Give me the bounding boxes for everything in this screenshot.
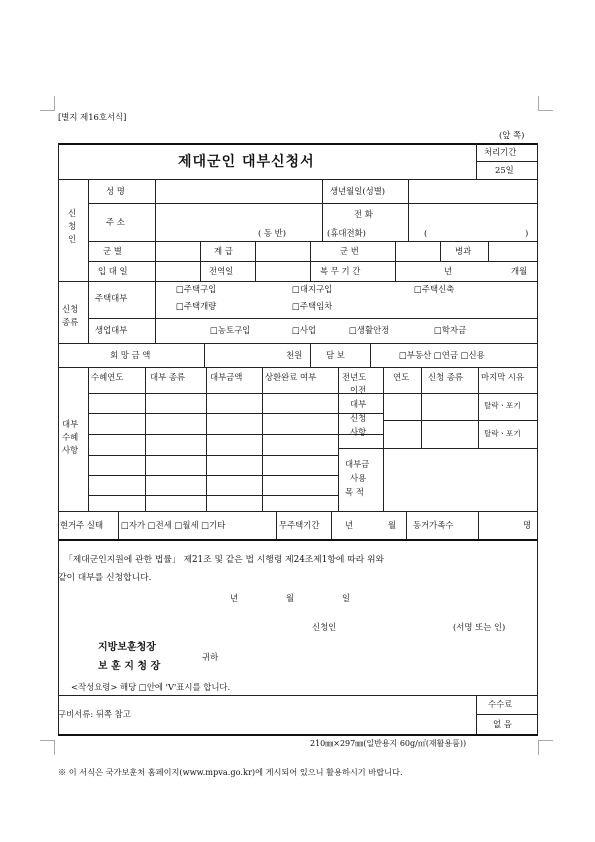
history-right-row-1 <box>383 393 538 394</box>
housing-opt-land[interactable]: □대지구입 <box>292 284 333 294</box>
front-page-label: (앞 쪽) <box>499 130 525 140</box>
row-line-5 <box>58 281 538 282</box>
history-row-5 <box>88 475 338 476</box>
prev-block-1: 이전 <box>350 385 367 395</box>
col-header-year: 수혜연도 <box>91 372 124 382</box>
phone-label: 전 화 <box>354 209 373 219</box>
history-section-3: 사항 <box>62 445 79 455</box>
col-header-amount: 대부금액 <box>210 372 243 382</box>
fee-value: 없 음 <box>493 719 512 729</box>
right-header-year: 연도 <box>393 372 410 382</box>
documents-label: 구비서류: 뒤쪽 참고 <box>58 709 131 719</box>
birth-divider <box>322 179 323 241</box>
enlist-label: 입 대 일 <box>98 266 128 276</box>
history-right-row-2 <box>383 420 538 421</box>
history-bottom-line <box>58 511 538 512</box>
applicant-section-divider <box>88 179 89 281</box>
col-header-prev-year: 전년도 <box>342 372 367 382</box>
loan-section-1: 신청 <box>62 304 79 314</box>
crop-mark-bottom-right <box>538 740 553 755</box>
specialty-divider-a <box>440 241 441 261</box>
amount-divider-b <box>310 343 311 367</box>
collateral-label: 담 보 <box>326 350 345 360</box>
history-right-row-3 <box>338 448 538 449</box>
history-col-6 <box>421 367 422 448</box>
branch-label: 군 별 <box>103 246 122 256</box>
usage-block-2: 사용 <box>350 473 367 483</box>
history-row-3 <box>88 434 383 435</box>
amount-divider-c <box>370 343 371 367</box>
desired-amount-label: 회 망 금 액 <box>110 350 151 360</box>
household-unit-label: 명 <box>523 520 532 530</box>
collateral-options[interactable]: □부동산 □연금 □신용 <box>399 350 485 360</box>
history-col-4 <box>338 367 339 511</box>
history-col-3 <box>262 367 263 511</box>
housing-loan-label: 주택대부 <box>95 293 128 303</box>
loan-label-divider <box>155 281 156 343</box>
prev-block-2: 대부 <box>350 399 367 409</box>
right-header-reason: 마지막 시유 <box>481 372 525 382</box>
name-label: 성 명 <box>106 186 125 196</box>
instruction-text: <작성요령> 해당 □안에 'V'표시를 합니다. <box>71 682 231 692</box>
applicant-label-divider <box>155 179 156 281</box>
declaration-line-2: 같이 대부를 신청합니다. <box>58 573 152 583</box>
loan-section-2: 종류 <box>62 317 79 327</box>
date-year: 년 <box>230 593 239 603</box>
housing-opt-improve[interactable]: □주택개량 <box>176 301 217 311</box>
household-label: 동거가족수 <box>413 520 454 530</box>
usage-block-1: 대부금 <box>345 459 370 469</box>
housing-opt-purchase[interactable]: □주택구입 <box>176 284 217 294</box>
documents-top-line <box>58 695 538 696</box>
housing-opt-rent[interactable]: □주택임차 <box>292 301 333 311</box>
specialty-label: 병과 <box>455 246 472 256</box>
rank-label: 계 급 <box>214 246 233 256</box>
service-no-divider-a <box>310 241 311 281</box>
crop-mark-top-right <box>538 96 553 111</box>
history-col-1 <box>145 367 146 511</box>
prev-block-4: 사항 <box>350 427 367 437</box>
residence-divider-d <box>406 511 407 539</box>
history-row-2 <box>88 413 383 414</box>
mobile-label: (휴대전화) <box>327 228 366 238</box>
history-section-divider <box>88 367 89 511</box>
living-opt-farm[interactable]: □농토구입 <box>210 325 251 335</box>
service-month-label: 개월 <box>511 266 528 276</box>
col-header-repaid: 상환완료 여부 <box>265 372 317 382</box>
phone-paren-close: ) <box>525 228 529 238</box>
table-top-border <box>58 143 538 145</box>
right-header-type: 신청 종류 <box>428 372 464 382</box>
residence-divider-c <box>331 511 332 539</box>
living-opt-tuition[interactable]: □학자금 <box>434 325 467 335</box>
birth-value-divider <box>408 179 409 203</box>
date-month: 월 <box>286 593 295 603</box>
service-no-label: 군 번 <box>340 246 359 256</box>
prev-block-3: 신청 <box>350 413 367 423</box>
row-line-8 <box>58 367 538 368</box>
form-title: 제대군인 대부신청서 <box>178 154 315 170</box>
service-period-label: 복 무 기 간 <box>320 266 361 276</box>
processing-line <box>476 161 538 162</box>
service-year-label: 년 <box>444 266 453 276</box>
applicant-sign-label: 신청인 <box>312 622 337 632</box>
fee-line <box>476 714 538 715</box>
birth-label: 생년월일(성별) <box>330 186 386 196</box>
history-section-2: 수혜 <box>62 432 79 442</box>
processing-label: 처리기간 <box>484 147 517 157</box>
phone-divider <box>408 203 409 241</box>
applicant-section-2: 청 <box>68 221 77 231</box>
address-dong-ban: ( 동 반) <box>258 228 287 238</box>
residence-options[interactable]: □자가 □전세 □월세 □기타 <box>121 520 226 530</box>
applicant-section-3: 인 <box>68 234 77 244</box>
homeless-period-label: 무주택기간 <box>279 520 320 530</box>
declaration-line-1: 「제대군인지원에 관한 법률」 제21조 및 같은 법 시행령 제24조제1항에 따라 위와 <box>64 555 384 565</box>
history-col-2 <box>206 367 207 511</box>
form-number: [별지 제16호서식] <box>58 112 127 122</box>
service-no-divider-b <box>395 241 396 281</box>
table-right-border <box>537 143 538 734</box>
history-row-1 <box>88 393 383 394</box>
table-left-border <box>58 143 59 734</box>
residence-divider-b <box>276 511 277 539</box>
housing-opt-build[interactable]: □주택신축 <box>414 284 455 294</box>
row-line-7 <box>58 343 538 344</box>
footnote: ※ 이 서식은 국가보훈처 홈페이지(www.mpva.go.kr)에 게시되어 있으니 활용하시기 바랍니다. <box>58 767 403 777</box>
rank-divider-a <box>200 241 201 281</box>
living-loan-label: 생업대부 <box>95 325 128 335</box>
history-row-6 <box>88 495 338 496</box>
table-bottom-border <box>58 734 538 736</box>
office-regional: 지방보훈청장 <box>98 642 156 653</box>
row-line-1 <box>58 179 538 180</box>
history-col-5 <box>383 367 384 511</box>
history-col-7 <box>478 367 479 448</box>
reason-value-2: 탈락ㆍ포기 <box>484 429 521 438</box>
processing-value: 25일 <box>495 165 514 175</box>
address-label: 주 소 <box>106 217 125 227</box>
homeless-year-label: 년 <box>345 520 354 530</box>
usage-block-3: 목 적 <box>345 487 364 497</box>
sign-or-seal-label: (서명 또는 인) <box>453 622 506 632</box>
homeless-month-label: 월 <box>388 520 397 530</box>
office-branch: 보 훈 지 청 장 <box>98 661 161 672</box>
specialty-divider-b <box>488 241 489 261</box>
honorific-label: 귀하 <box>202 652 219 662</box>
paper-spec: 210㎜×297㎜(일반용지 60g/㎡(재활용품)) <box>310 739 467 748</box>
residence-divider-e <box>478 511 479 539</box>
discharge-label: 전역일 <box>209 266 234 276</box>
residence-divider-a <box>118 511 119 539</box>
crop-mark-top-left <box>40 96 55 111</box>
history-section-1: 대부 <box>62 419 79 429</box>
col-header-type: 대부 종류 <box>150 372 186 382</box>
amount-divider-a <box>204 343 205 367</box>
date-day: 일 <box>342 593 351 603</box>
fee-label: 수수료 <box>488 699 513 709</box>
history-row-4 <box>88 455 338 456</box>
reason-value-1: 탈락ㆍ포기 <box>484 401 521 410</box>
applicant-section-1: 신 <box>68 208 77 218</box>
phone-paren-open: ( <box>424 228 428 238</box>
amount-unit-label: 천원 <box>286 350 303 360</box>
crop-mark-bottom-left <box>40 740 55 755</box>
living-opt-business[interactable]: □사업 <box>292 325 317 335</box>
residence-label: 현거주 실태 <box>60 520 104 530</box>
living-opt-stability[interactable]: □생활안정 <box>349 325 390 335</box>
table-mid-border <box>58 539 538 541</box>
rank-divider-b <box>255 241 256 281</box>
loan-section-divider <box>88 281 89 343</box>
